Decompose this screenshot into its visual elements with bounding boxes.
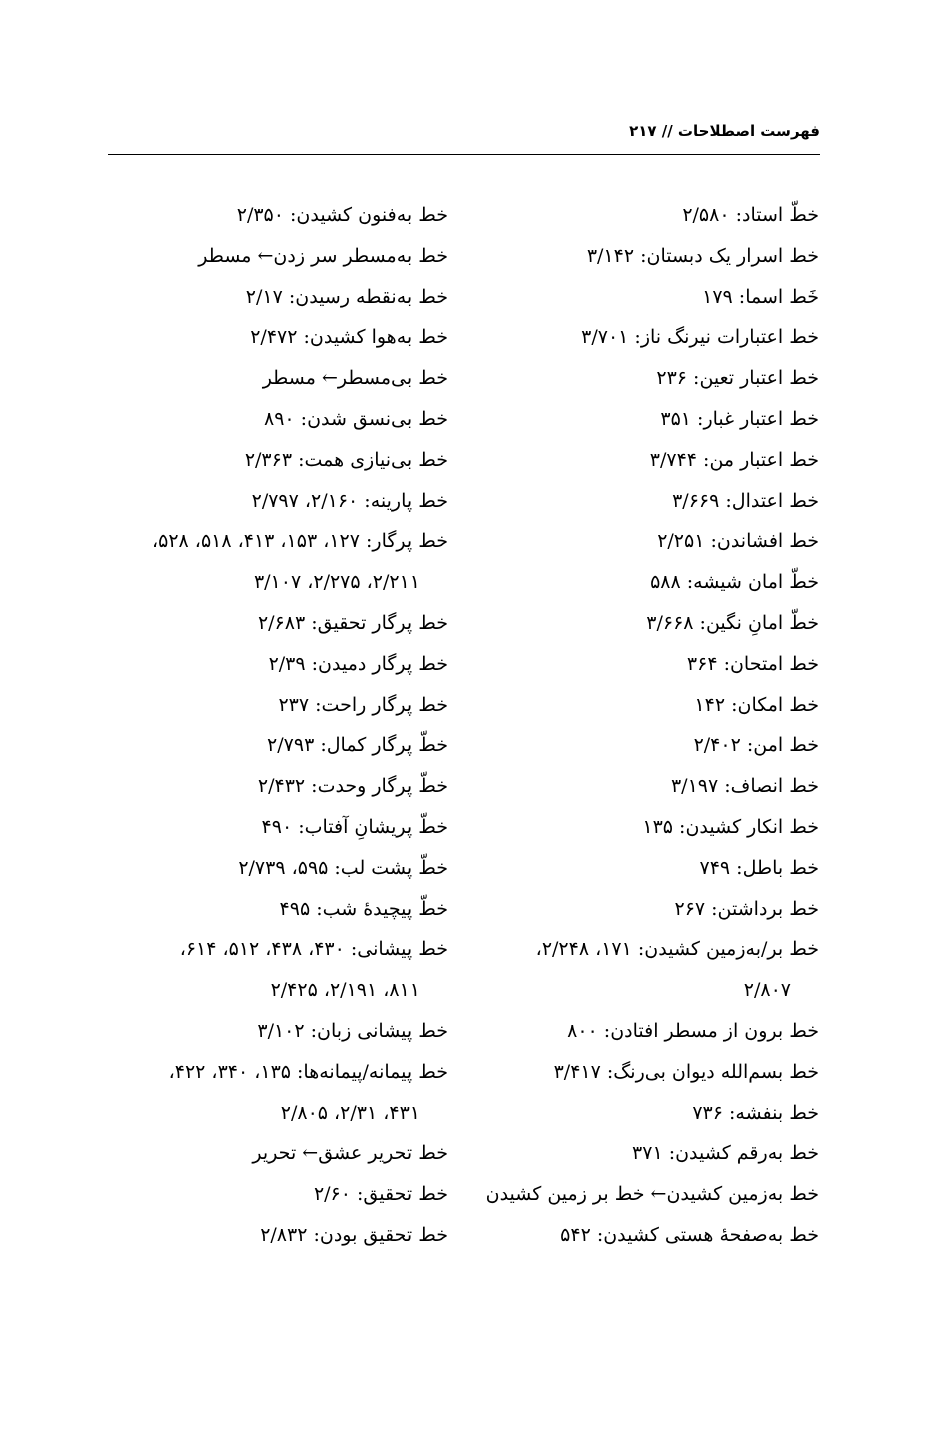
index-entry: خطّ امانِ نگین: ۳/۶۶۸ <box>646 611 819 634</box>
index-entry: خط برداشتن: ۲۶۷ <box>674 897 819 920</box>
index-entry: خط باطل: ۷۴۹ <box>699 856 819 879</box>
index-entry: خط پیمانه/پیمانه‌ها: ۱۳۵، ۳۴۰، ۴۲۲، <box>168 1060 448 1083</box>
index-entry: خط پیشانی زبان: ۳/۱۰۲ <box>257 1019 448 1042</box>
index-entry: خط انکار کشیدن: ۱۳۵ <box>642 815 819 838</box>
index-entry: خط امتحان: ۳۶۴ <box>686 652 819 675</box>
index-entry: خط به‌مسطر سر زدن← مسطر <box>198 244 448 267</box>
index-entry: خط بنفشه: ۷۳۶ <box>692 1101 819 1124</box>
index-entry: خط اعتبار تعین: ۲۳۶ <box>656 367 819 390</box>
index-entry: خط بی‌نسق شدن: ۸۹۰ <box>264 407 448 430</box>
index-entry: خط پرگار: ۱۲۷، ۱۵۳، ۴۱۳، ۵۱۸، ۵۲۸، <box>152 530 448 553</box>
index-entry: خط امکان: ۱۴۲ <box>694 693 819 716</box>
index-entry: خَط اسما: ۱۷۹ <box>702 285 819 308</box>
index-entry: خط انصاف: ۳/۱۹۷ <box>670 775 819 798</box>
index-entry-continuation: ۸۱۱، ۲/۱۹۱، ۲/۴۲۵ <box>270 979 420 1002</box>
index-entry: خط بی‌نیازی همت: ۲/۳۶۳ <box>244 448 448 471</box>
index-entry: خط برون از مسطر افتادن: ۸۰۰ <box>567 1019 819 1042</box>
index-entry: خط اعتبار غبار: ۳۵۱ <box>660 407 819 430</box>
index-entry: خطّ پریشانِ آفتاب: ۴۹۰ <box>261 815 448 838</box>
index-entry: خط امن: ۲/۴۰۲ <box>693 734 819 757</box>
index-entry: خط به‌رقم کشیدن: ۳۷۱ <box>632 1142 819 1165</box>
running-header <box>108 118 820 155</box>
index-entry: خط افشاندن: ۲/۲۵۱ <box>657 530 819 553</box>
index-entry-continuation: ۲/۸۰۷ <box>743 979 791 1002</box>
index-entry: خط به‌صفحهٔ هستی کشیدن: ۵۴۲ <box>560 1223 819 1246</box>
index-entry: خط به‌زمین کشیدن← خط بر زمین کشیدن <box>485 1183 819 1206</box>
index-entry: خطّ استاد: ۲/۵۸۰ <box>682 204 819 226</box>
index-column-left <box>82 195 448 1256</box>
index-entry: خط به‌نقطه رسیدن: ۲/۱۷ <box>245 285 448 308</box>
index-entry: خط اعتبار من: ۳/۷۴۴ <box>649 448 819 471</box>
index-entry: خط پرگار دمیدن: ۲/۳۹ <box>268 652 448 675</box>
index-entry: خط پرگار تحقیق: ۲/۶۸۳ <box>257 611 448 634</box>
index-entry: خط اسرار یک دبستان: ۳/۱۴۲ <box>586 244 819 267</box>
index-entry: خط تحقیق بودن: ۲/۸۳۲ <box>260 1223 448 1246</box>
index-entry: خط بر/به‌زمین کشیدن: ۱۷۱، ۲/۲۴۸، <box>535 938 819 961</box>
index-entry: خطّ پشت لب: ۵۹۵، ۲/۷۳۹ <box>238 856 448 879</box>
index-column-right <box>479 195 819 1256</box>
index-entry: خط تحقیق: ۲/۶۰ <box>313 1183 448 1206</box>
page-title: فهرست اصطلاحات // ۲۱۷ <box>629 122 820 140</box>
index-entry: خط اعتبارات نیرنگ ناز: ۳/۷۰۱ <box>581 326 819 349</box>
index-entry: خط به‌هوا کشیدن: ۲/۴۷۲ <box>250 326 448 349</box>
index-entry-continuation: ۴۳۱، ۲/۳۱، ۲/۸۰۵ <box>280 1101 420 1124</box>
index-entry: خطّ پرگار وحدت: ۲/۴۳۲ <box>257 775 448 798</box>
index-entry: خط بی‌مسطر← مسطر <box>262 367 448 390</box>
index-entry: خط پارینه: ۲/۱۶۰، ۲/۷۹۷ <box>251 489 448 512</box>
index-entry: خط پیشانی: ۴۳۰، ۴۳۸، ۵۱۲، ۶۱۴، <box>179 938 448 961</box>
index-entry: خطّ پرگار کمال: ۲/۷۹۳ <box>267 734 448 757</box>
index-entry: خطّ امان شیشه: ۵۸۸ <box>650 571 819 594</box>
index-entry: خطّ پیچیدهٔ شب: ۴۹۵ <box>279 897 448 920</box>
index-entry: خط پرگار راحت: ۲۳۷ <box>278 693 448 716</box>
index-entry: خط به‌فنون کشیدن: ۲/۳۵۰ <box>236 204 448 226</box>
index-entry: خط اعتدال: ۳/۶۶۹ <box>672 489 819 512</box>
index-entry: خط بسم‌الله دیوان بی‌رنگ: ۳/۴۱۷ <box>553 1060 819 1083</box>
index-entry: خط تحریر عشق← تحریر <box>252 1142 448 1165</box>
index-entry-continuation: ۲/۲۱۱، ۲/۲۷۵، ۳/۱۰۷ <box>253 571 420 594</box>
